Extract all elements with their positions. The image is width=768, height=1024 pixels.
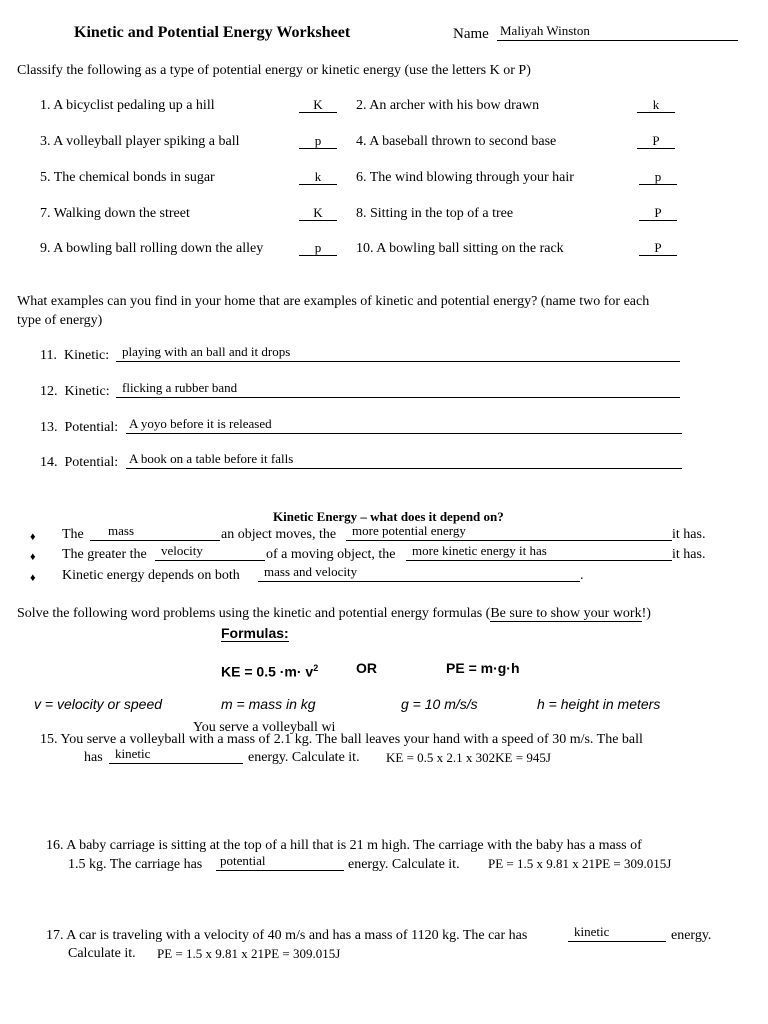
name-value: Maliyah Winston [500,23,590,38]
question-9: 9. A bowling ball rolling down the alley [40,241,264,256]
bullet-icon: ♦ [30,572,36,584]
bullet1-blank2[interactable] [346,525,672,541]
answer-6[interactable]: p [639,169,677,185]
classify-instruction: Classify the following as a type of potential energy or kinetic energy (use the letters K or P) [17,63,531,78]
example-13-answer: A yoyo before it is released [129,416,272,431]
legend-velocity: v = velocity or speed [34,696,163,712]
example-11-field[interactable] [116,346,680,362]
question-10: 10. A bowling ball sitting on the rack [356,241,564,256]
problem-16-start: 1.5 kg. The carriage has [68,857,203,872]
bullet1-the: The [62,527,84,542]
example-14-field[interactable] [126,453,682,469]
question-5: 5. The chemical bonds in sugar [40,170,215,185]
bullet3-blank[interactable] [258,566,580,582]
or-label: OR [356,660,377,676]
problem-15-blank[interactable] [109,748,243,764]
problem-17-rest: energy. [671,928,712,943]
question-2: 2. An archer with his bow drawn [356,98,540,113]
problem-15-has: has [84,750,103,765]
problem-15-rest: energy. Calculate it. [248,750,360,765]
question-4: 4. A baseball thrown to second base [356,134,557,149]
problem-15-calculation: KE = 0.5 x 2.1 x 302KE = 945J [386,750,551,765]
pe-formula: PE = m·g·h [446,660,520,676]
answer-8[interactable]: P [639,205,677,221]
problem-17-blank[interactable] [568,926,666,942]
question-8: 8. Sitting in the top of a tree [356,206,514,221]
example-13-field[interactable] [126,418,682,434]
page-title: Kinetic and Potential Energy Worksheet [74,24,351,41]
answer-1[interactable]: K [299,97,337,113]
problem-16-rest: energy. Calculate it. [348,857,460,872]
bullet2-blank1[interactable] [155,545,265,561]
bullet2-middle: of a moving object, the [266,547,396,562]
answer-9[interactable]: p [299,240,337,256]
problem-16-text: 16. A baby carriage is sitting at the top of a hill that is 21 m high. The carriage with the baby has a mass of [46,838,642,853]
problem-17-text: 17. A car is traveling with a velocity of 40 m/s and has a mass of 1120 kg. The car has [46,928,528,943]
bullet1-answer2: more potential energy [352,523,466,538]
bullet3-end: . [580,568,584,583]
problem-16-blank[interactable] [216,855,344,871]
question-7: 7. Walking down the street [40,206,190,221]
question-1: 1. A bicyclist pedaling up a hill [40,98,215,113]
word-problems-instruction: Solve the following word problems using the kinetic and potential energy formulas (Be sure to show your work!) [17,606,651,621]
bullet2-answer2: more kinetic energy it has [412,543,547,558]
overlay-text: You serve a volleyball wi [193,720,336,735]
examples-question-line2: type of energy) [17,313,103,328]
problem-15-text: 15. You serve a volleyball with a mass of 2.1 kg. The ball leaves your hand with a speed of 30 m/s. The ball [40,732,643,747]
problem-17-calculate: Calculate it. [68,946,136,961]
bullet3-answer: mass and velocity [264,564,358,579]
legend-gravity: g = 10 m/s/s [401,696,478,712]
bullet1-end: it has. [672,527,706,542]
example-12-label: 12. Kinetic: [40,384,110,399]
ke-formula: KE = $0.5 \cdot m\cdot v^2$ [221,663,319,680]
formulas-label: Formulas: [221,625,289,641]
example-12-field[interactable] [116,382,680,398]
legend-mass: m = mass in kg [221,696,316,712]
example-12-answer: flicking a rubber band [122,380,238,395]
bullet-icon: ♦ [30,551,36,563]
examples-question-line1: What examples can you find in your home that are examples of kinetic and potential energy? (name two for each [17,294,650,309]
problem-17-calculation: PE = 1.5 x 9.81 x 21PE = 309.015J [157,946,341,961]
bullet2-end: it has. [672,547,706,562]
example-14-answer: A book on a table before it falls [129,451,294,466]
bullet2-blank2[interactable] [406,545,672,561]
bullet2-start: The greater the [62,547,147,562]
bullet1-answer1: mass [108,523,134,538]
answer-10[interactable]: P [639,240,677,256]
bullet-icon: ♦ [30,531,36,543]
example-11-answer: playing with an ball and it drops [122,344,291,359]
problem-15-answer: kinetic [115,746,151,761]
problem-17-answer: kinetic [574,924,610,939]
legend-height: h = height in meters [537,696,661,712]
answer-4[interactable]: P [637,133,675,149]
answer-2[interactable]: k [637,97,675,113]
bullet2-answer1: velocity [161,543,203,558]
example-11-label: 11. Kinetic: [40,348,110,363]
bullet1-blank1[interactable] [90,525,220,541]
answer-7[interactable]: K [299,205,337,221]
kinetic-energy-heading: Kinetic Energy – what does it depend on? [273,509,504,524]
bullet1-middle: an object moves, the [221,527,337,542]
answer-3[interactable]: p [299,133,337,149]
question-3: 3. A volleyball player spiking a ball [40,134,240,149]
answer-5[interactable]: k [299,169,337,185]
name-field[interactable] [497,25,738,41]
name-label: Name [453,26,489,42]
problem-16-calculation: PE = 1.5 x 9.81 x 21PE = 309.015J [488,856,672,871]
problem-16-answer: potential [220,853,266,868]
example-14-label: 14. Potential: [40,455,119,470]
bullet3-start: Kinetic energy depends on both [62,568,240,583]
example-13-label: 13. Potential: [40,420,119,435]
question-6: 6. The wind blowing through your hair [356,170,574,185]
